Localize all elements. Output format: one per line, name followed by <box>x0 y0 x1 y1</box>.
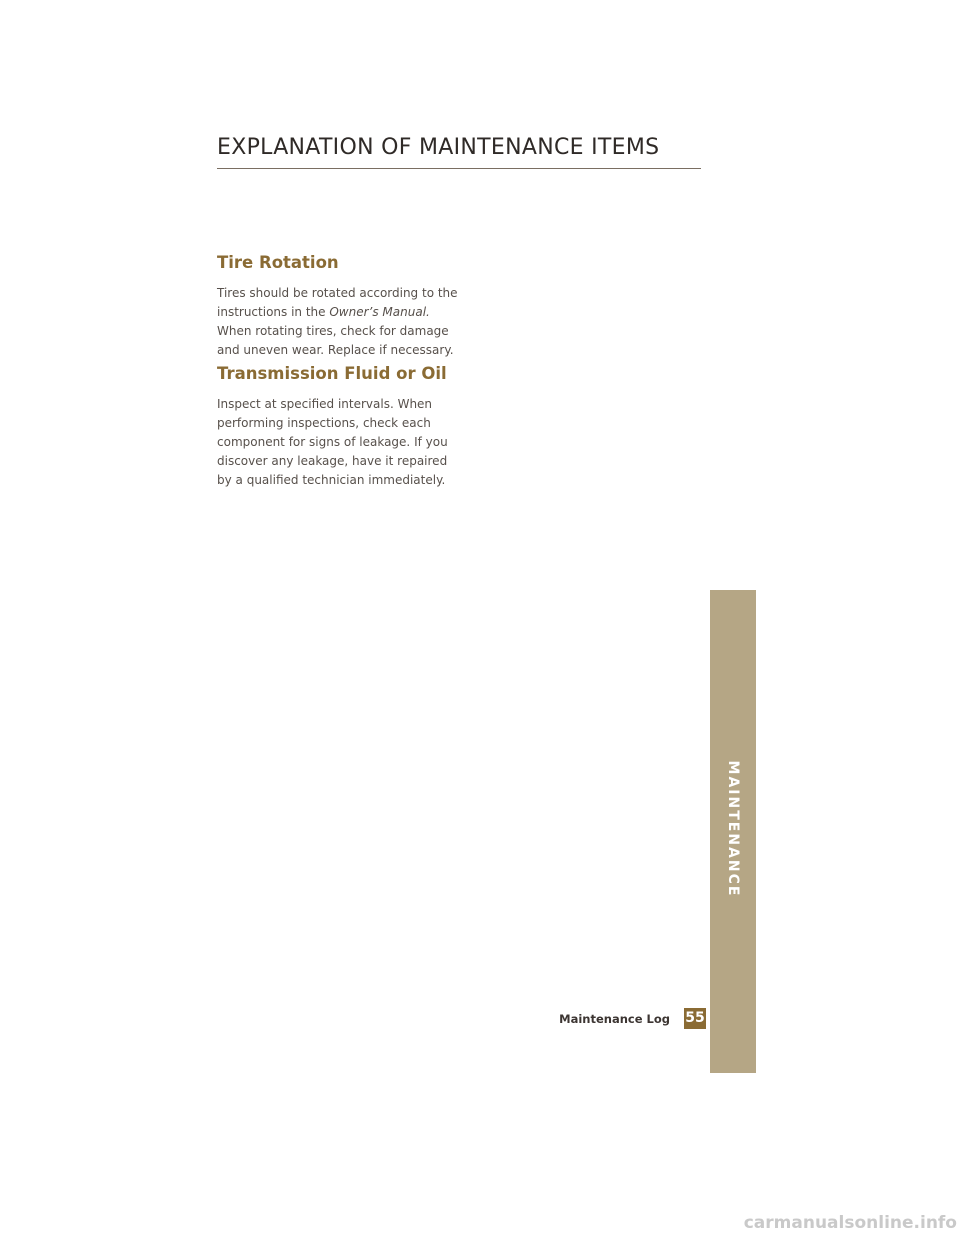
section-transmission-fluid <box>217 363 467 490</box>
page-number-badge: 55 <box>684 1008 706 1029</box>
body-line: Tires should be rotated according to the <box>217 286 458 300</box>
body-line: component for signs of leakage. If you <box>217 435 448 449</box>
section-body <box>217 395 467 490</box>
body-line: and uneven wear. Replace if necessary. <box>217 343 454 357</box>
section-tire-rotation <box>217 252 467 360</box>
page-title: EXPLANATION OF MAINTENANCE ITEMS <box>217 135 660 160</box>
manual-reference: Owner’s Manual. <box>329 305 430 319</box>
body-line: instructions in the <box>217 305 330 319</box>
body-line: When rotating tires, check for damage <box>217 324 449 338</box>
section-heading: Transmission Fluid or Oil <box>217 364 447 383</box>
body-line: discover any leakage, have it repaired <box>217 454 448 468</box>
section-body <box>217 284 467 360</box>
body-line: performing inspections, check each <box>217 416 431 430</box>
side-tab-label <box>720 759 746 899</box>
side-tab-text: MAINTENANCE <box>725 760 741 898</box>
page-header <box>217 134 701 169</box>
body-line: by a qualified technician immediately. <box>217 473 446 487</box>
body-line: Inspect at specified intervals. When <box>217 397 433 411</box>
footer-section-label: Maintenance Log <box>559 1012 670 1026</box>
section-heading: Tire Rotation <box>217 253 339 272</box>
watermark: carmanualsonline.info <box>743 1213 957 1233</box>
